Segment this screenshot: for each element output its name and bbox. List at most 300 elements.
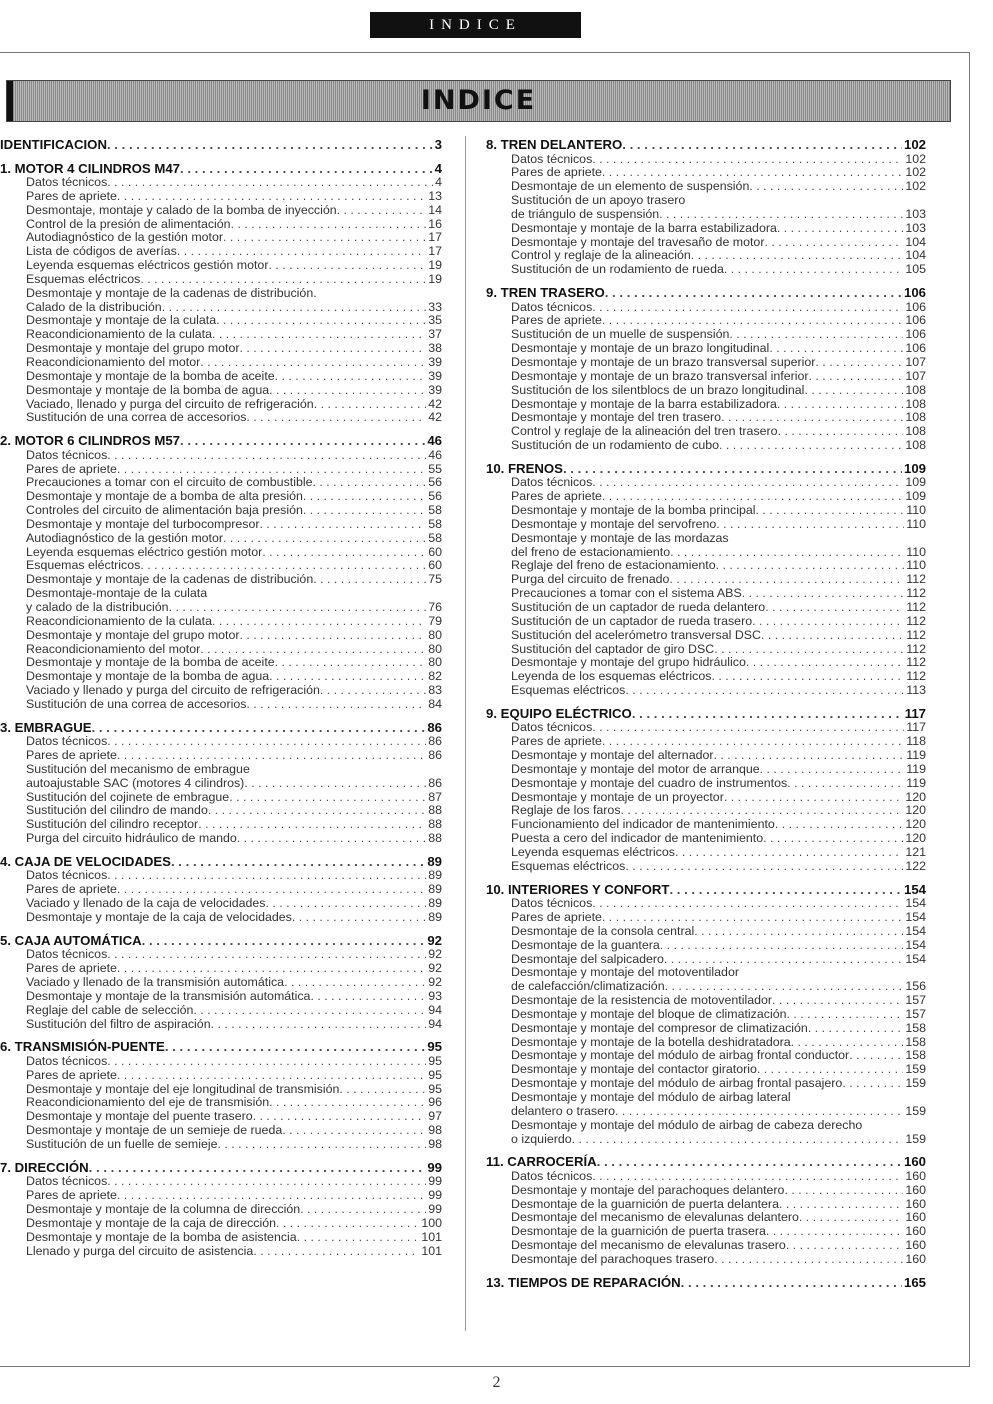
toc-entry-title: Leyenda esquemas eléctrico gestión motor xyxy=(26,544,263,559)
dot-leader xyxy=(592,301,903,315)
toc-page-number: 35 xyxy=(428,313,442,328)
toc-page-number: 94 xyxy=(428,1016,442,1031)
toc-page-number: 86 xyxy=(428,748,442,763)
toc-entry xyxy=(0,384,442,398)
toc-entry-title: Desmontaje y montaje de un brazo longitudinal xyxy=(511,341,770,356)
dot-leader xyxy=(117,190,426,204)
toc-chapter-heading xyxy=(0,433,442,449)
title-banner xyxy=(6,80,951,122)
dot-leader xyxy=(632,706,903,722)
toc-page-number: 17 xyxy=(428,244,442,259)
dot-leader xyxy=(659,208,903,222)
toc-page-number: 97 xyxy=(428,1109,442,1124)
dot-leader xyxy=(269,670,426,684)
toc-entry-title: Sustitución del filtro de aspiración xyxy=(26,1016,211,1031)
toc-page-number: 42 xyxy=(428,410,442,425)
toc-page-number: 112 xyxy=(906,613,926,628)
toc-entry xyxy=(486,384,926,398)
toc-entry xyxy=(486,490,926,504)
toc-entry-title: Desmontaje y montaje de la barra estabilizadora xyxy=(511,396,777,411)
toc-entry-text: Sustitución del mecanismo de embrague xyxy=(26,761,250,776)
dot-leader xyxy=(815,356,903,370)
dot-leader xyxy=(117,463,426,477)
toc-page-number: 98 xyxy=(428,1136,442,1151)
toc-chapter-heading xyxy=(486,1275,926,1291)
toc-entry-title: 10. FRENOS xyxy=(486,460,563,476)
dot-leader xyxy=(849,1049,903,1063)
toc-page-number: 103 xyxy=(905,206,926,221)
toc-entry-title: Esquemas eléctricos xyxy=(511,858,626,873)
toc-page-number: 119 xyxy=(906,761,926,776)
toc-entry-title: Sustitución de un muelle de suspensión xyxy=(511,327,730,342)
dot-leader xyxy=(262,546,426,560)
toc-entry xyxy=(0,573,442,587)
toc-entry-title: Pares de apriete xyxy=(511,734,602,749)
toc-page-number: 112 xyxy=(906,572,926,587)
toc-page-number: 33 xyxy=(428,299,442,314)
dot-leader xyxy=(842,1077,903,1091)
toc-entry-title: IDENTIFICACION xyxy=(0,137,107,152)
toc-entry-title: Desmontaje y montaje de la bomba de aceite xyxy=(26,655,275,670)
toc-page-number: 95 xyxy=(428,1081,442,1096)
dot-leader xyxy=(804,384,903,398)
toc-entry-title: Sustitución de un captador de rueda delantero xyxy=(511,599,766,614)
toc-entry xyxy=(0,1004,442,1018)
toc-page-number: 92 xyxy=(428,975,442,990)
toc-entry-title: Sustitución del cilindro receptor xyxy=(26,817,199,832)
toc-entry-title: Datos técnicos xyxy=(26,447,108,462)
toc-section xyxy=(486,882,926,1147)
dot-leader xyxy=(670,546,904,560)
toc-chapter-heading xyxy=(486,1154,926,1170)
toc-entry-title: Desmontaje y montaje de un proyector xyxy=(511,789,724,804)
toc-entry-title: Reglaje del freno de estacionamiento xyxy=(511,558,716,573)
dot-leader xyxy=(778,425,904,439)
toc-section xyxy=(0,854,442,925)
toc-section xyxy=(486,285,926,453)
toc-entry-title: Control de la presión de alimentación xyxy=(26,216,231,231)
dot-leader xyxy=(615,1105,903,1119)
toc-entry-title: Desmontaje y montaje de la culata xyxy=(26,313,217,328)
dot-leader xyxy=(719,439,903,453)
toc-page-number: 96 xyxy=(428,1095,442,1110)
toc-entry-text: Desmontaje y montaje del motoventilador xyxy=(511,965,739,980)
toc-entry-title: Desmontaje de la resistencia de motoventilador xyxy=(511,993,773,1008)
dot-leader xyxy=(208,804,426,818)
page-title: INDICE xyxy=(420,85,537,116)
toc-page-number: 160 xyxy=(905,1210,926,1225)
toc-entry-title: Desmontaje, montaje y calado de la bomba de inyección xyxy=(26,202,337,217)
toc-page-number: 110 xyxy=(906,503,926,518)
toc-page-number: 160 xyxy=(903,1154,926,1170)
toc-page-number: 108 xyxy=(905,438,926,453)
dot-leader xyxy=(198,818,426,832)
toc-entry xyxy=(486,328,926,342)
toc-entry xyxy=(486,1170,926,1184)
toc-entry-title: Sustitución de los silentblocs de un brazo longitudinal xyxy=(511,382,805,397)
toc-entry xyxy=(486,684,926,698)
toc-page-number: 117 xyxy=(906,720,926,735)
toc-entry-title: Datos técnicos xyxy=(26,734,108,749)
dot-leader xyxy=(791,1036,904,1050)
toc-page-number: 4 xyxy=(434,160,442,176)
toc-page-number: 39 xyxy=(428,368,442,383)
toc-entry xyxy=(0,976,442,990)
dot-leader xyxy=(218,1138,427,1152)
toc-entry-title: Desmontaje y montaje de la caja de dirección xyxy=(26,1215,277,1230)
toc-entry xyxy=(486,763,926,777)
toc-left-column xyxy=(0,137,442,1266)
toc-entry xyxy=(0,259,442,273)
toc-entry-title: Leyenda esquemas eléctricos gestión motor xyxy=(26,258,269,273)
dot-leader xyxy=(784,1184,903,1198)
toc-entry xyxy=(486,749,926,763)
toc-entry-title: Pares de apriete xyxy=(26,961,117,976)
dot-leader xyxy=(756,504,905,518)
toc-entry xyxy=(486,1077,926,1091)
dot-leader xyxy=(297,1231,420,1245)
toc-entry-title: delantero o trasero xyxy=(511,1103,616,1118)
toc-entry-title: Desmontaje y montaje del turbocompresor xyxy=(26,516,260,531)
toc-entry xyxy=(486,721,926,735)
toc-page-number: 16 xyxy=(428,216,442,231)
toc-page-number: 95 xyxy=(428,1053,442,1068)
dot-leader xyxy=(669,882,902,898)
toc-entry xyxy=(0,328,442,342)
toc-entry-title: 11. CARROCERÍA xyxy=(486,1154,597,1170)
toc-entry-title: Autodiagnóstico de la gestión motor xyxy=(26,530,223,545)
toc-page-number: 108 xyxy=(905,424,926,439)
dot-leader xyxy=(769,342,903,356)
toc-entry xyxy=(486,1253,926,1267)
toc-page-number: 101 xyxy=(421,1229,442,1244)
toc-entry xyxy=(0,883,442,897)
toc-entry xyxy=(486,980,926,994)
dot-leader xyxy=(212,615,426,629)
toc-page-number: 160 xyxy=(905,1182,926,1197)
toc-page-number: 154 xyxy=(905,937,926,952)
toc-page-number: 109 xyxy=(903,460,926,476)
toc-page-number: 80 xyxy=(428,641,442,656)
dot-leader xyxy=(622,137,902,153)
dot-leader xyxy=(107,869,426,883)
toc-page-number: 17 xyxy=(428,230,442,245)
dot-leader xyxy=(746,656,904,670)
dot-leader xyxy=(763,832,903,846)
toc-entry-title: 3. EMBRAGUE xyxy=(0,719,92,735)
toc-page-number: 112 xyxy=(906,641,926,656)
toc-entry-title: Desmontaje y montaje del travesaño de motor xyxy=(511,234,765,249)
toc-page-number: 160 xyxy=(905,1224,926,1239)
dot-leader xyxy=(107,1175,426,1189)
dot-leader xyxy=(664,953,903,967)
toc-entry xyxy=(486,1063,926,1077)
toc-page-number: 158 xyxy=(905,1048,926,1063)
toc-page-number: 104 xyxy=(905,234,926,249)
toc-page-number: 89 xyxy=(428,910,442,924)
toc-entry xyxy=(0,1055,442,1069)
dot-leader xyxy=(766,1225,903,1239)
toc-page-number: 101 xyxy=(421,1243,442,1258)
toc-entry-title: Puesta a cero del indicador de mantenimiento xyxy=(511,831,764,846)
toc-chapter-heading xyxy=(0,933,442,949)
toc-entry-title: Desmontaje y montaje de la cadenas de distribución xyxy=(26,572,314,587)
toc-entry-title: Desmontaje de la guarnición de puerta trasera xyxy=(511,1224,766,1239)
toc-entry-title: 9. EQUIPO ELÉCTRICO xyxy=(486,705,632,721)
toc-entry-title: Desmontaje y montaje de un brazo transversal inferior xyxy=(511,368,809,383)
dot-leader xyxy=(275,370,427,384)
toc-entry-title: Sustitución de una correa de accesorios xyxy=(26,696,247,711)
toc-entry xyxy=(486,222,926,236)
toc-page-number: 107 xyxy=(905,354,926,369)
toc-entry xyxy=(486,314,926,328)
toc-page-number: 104 xyxy=(905,248,926,263)
toc-entry xyxy=(486,860,926,874)
toc-entry-title: Desmontaje y montaje del grupo motor xyxy=(26,341,240,356)
toc-entry-title: 4. CAJA DE VELOCIDADES xyxy=(0,853,171,869)
toc-entry-title: Reacondicionamiento del eje de transmisión xyxy=(26,1095,270,1110)
toc-entry xyxy=(0,190,442,204)
toc-entry xyxy=(0,601,442,615)
toc-entry-title: autoajustable SAC (motores 4 cilindros) xyxy=(26,775,245,790)
toc-page-number: 154 xyxy=(905,910,926,924)
toc-page-number: 121 xyxy=(905,844,926,859)
toc-right-column xyxy=(486,137,926,1298)
toc-entry-title: Sustitución de una correa de accesorios xyxy=(26,410,247,425)
toc-entry-title: Desmontaje de un elemento de suspensión xyxy=(511,179,750,194)
toc-entry-title: Pares de apriete xyxy=(511,910,602,924)
dot-leader xyxy=(592,153,903,167)
dot-leader xyxy=(211,1018,427,1032)
dot-leader xyxy=(724,263,903,277)
toc-entry-title: del freno de estacionamiento xyxy=(511,544,671,559)
toc-entry xyxy=(0,656,442,670)
toc-entry xyxy=(486,670,926,684)
toc-entry-text: Desmontaje y montaje del módulo de airbag de cabeza derecho xyxy=(511,1117,863,1132)
toc-entry xyxy=(0,231,442,245)
toc-page-number: 80 xyxy=(428,627,442,642)
toc-entry xyxy=(0,342,442,356)
toc-entry xyxy=(0,777,442,791)
toc-entry xyxy=(486,180,926,194)
dot-leader xyxy=(223,532,426,546)
dot-leader xyxy=(602,490,903,504)
toc-page-number: 106 xyxy=(905,327,926,342)
toc-entry xyxy=(486,587,926,601)
toc-page-number: 88 xyxy=(428,803,442,818)
toc-entry xyxy=(0,832,442,846)
toc-chapter-heading xyxy=(0,854,442,870)
toc-entry-title: Pares de apriete xyxy=(511,313,602,328)
dot-leader xyxy=(775,818,904,832)
toc-page-number: 108 xyxy=(905,382,926,397)
toc-page-number: 110 xyxy=(906,516,926,531)
toc-page-number: 117 xyxy=(904,705,926,721)
toc-entry xyxy=(0,1110,442,1124)
toc-entry xyxy=(0,449,442,463)
dot-leader xyxy=(597,1154,902,1170)
dot-leader xyxy=(602,911,903,925)
toc-chapter-heading xyxy=(486,285,926,301)
toc-page-number: 98 xyxy=(428,1123,442,1138)
toc-entry-title: Controles del circuito de alimentación baja presión xyxy=(26,503,303,518)
toc-page-number: 110 xyxy=(906,544,926,559)
toc-entry xyxy=(486,370,926,384)
toc-entry-title: Vaciado y llenado de la caja de velocidades xyxy=(26,896,266,911)
toc-entry-title: Datos técnicos xyxy=(511,475,593,490)
dot-leader xyxy=(716,559,905,573)
toc-chapter-heading xyxy=(0,1039,442,1055)
toc-page-number: 102 xyxy=(905,151,926,166)
toc-page-number: 157 xyxy=(905,993,926,1008)
toc-entry xyxy=(0,546,442,560)
dot-leader xyxy=(592,476,903,490)
toc-entry-title: Datos técnicos xyxy=(26,1053,108,1068)
toc-page-number: 46 xyxy=(428,447,442,462)
toc-entry xyxy=(0,273,442,287)
dot-leader xyxy=(180,433,425,449)
toc-page-number: 110 xyxy=(906,558,926,573)
toc-entry-title: Leyenda esquemas eléctricos xyxy=(511,844,675,859)
dot-leader xyxy=(177,245,426,259)
toc-page-number: 58 xyxy=(428,516,442,531)
toc-page-number: 86 xyxy=(427,719,442,735)
toc-page-number: 99 xyxy=(428,1174,442,1189)
toc-entry-title: Pares de apriete xyxy=(26,748,117,763)
toc-page-number: 118 xyxy=(906,734,926,749)
toc-section xyxy=(0,1160,442,1259)
dot-leader xyxy=(621,804,904,818)
dot-leader xyxy=(742,587,905,601)
dot-leader xyxy=(300,1203,426,1217)
dot-leader xyxy=(276,1217,419,1231)
toc-entry-title: Desmontaje y montaje del parachoques delantero xyxy=(511,1182,785,1197)
toc-page-number: 86 xyxy=(428,775,442,790)
toc-page-number: 120 xyxy=(905,831,926,846)
dot-leader xyxy=(314,398,427,412)
toc-entry xyxy=(0,1231,442,1245)
toc-entry-title: Desmontaje y montaje de la caja de velocidades xyxy=(26,910,292,924)
toc-section xyxy=(486,1275,926,1291)
dot-leader xyxy=(711,670,904,684)
dot-leader xyxy=(320,684,426,698)
toc-entry-title: Desmontaje y montaje de la bomba de aceite xyxy=(26,368,275,383)
toc-chapter-heading xyxy=(0,161,442,177)
dot-leader xyxy=(246,698,426,712)
dot-leader xyxy=(266,897,427,911)
toc-entry-title: Datos técnicos xyxy=(511,1168,593,1183)
toc-entry xyxy=(486,342,926,356)
dot-leader xyxy=(117,1069,426,1083)
header-tab: INDICE xyxy=(370,12,581,38)
toc-entry xyxy=(486,1239,926,1253)
toc-page-number: 39 xyxy=(428,354,442,369)
toc-entry-title: Desmontaje de la guarnición de puerta delantera xyxy=(511,1196,779,1211)
toc-entry-title: 2. MOTOR 6 CILINDROS M57 xyxy=(0,433,181,449)
dot-leader xyxy=(563,461,902,477)
toc-entry-title: 13. TIEMPOS DE REPARACIÓN xyxy=(486,1274,681,1290)
dot-leader xyxy=(681,1275,902,1291)
dot-leader xyxy=(787,777,904,791)
toc-page-number: 158 xyxy=(905,1020,926,1035)
toc-page-number: 159 xyxy=(905,1103,926,1118)
toc-page-number: 120 xyxy=(905,803,926,818)
toc-page-number: 159 xyxy=(905,1076,926,1091)
toc-entry-title: Desmontaje y montaje de la columna de dirección xyxy=(26,1202,301,1216)
toc-page-number: 120 xyxy=(905,817,926,832)
dot-leader xyxy=(765,601,904,615)
toc-entry-title: 6. TRANSMISIÓN-PUENTE xyxy=(0,1039,165,1055)
toc-page-number: 42 xyxy=(428,396,442,411)
toc-entry-title: Calado de la distribución xyxy=(26,299,162,314)
toc-entry-title: Datos técnicos xyxy=(26,175,108,189)
toc-page-number: 58 xyxy=(428,503,442,518)
toc-page-number: 13 xyxy=(428,188,442,203)
toc-entry-title: Desmontaje y montaje de la barra estabilizadora xyxy=(511,220,777,235)
toc-page-number: 158 xyxy=(905,1034,926,1049)
dot-leader xyxy=(787,1008,904,1022)
toc-entry xyxy=(0,218,442,232)
toc-page-number: 95 xyxy=(428,1067,442,1082)
toc-page-number: 120 xyxy=(905,789,926,804)
toc-entry-title: Pares de apriete xyxy=(511,165,602,180)
dot-leader xyxy=(200,643,426,657)
toc-entry xyxy=(0,356,442,370)
dot-leader xyxy=(772,994,903,1008)
toc-entry xyxy=(486,791,926,805)
toc-entry-title: Desmontaje y montaje del grupo hidráulico xyxy=(511,655,746,670)
toc-entry xyxy=(0,476,442,490)
toc-page-number: 37 xyxy=(428,327,442,342)
dot-leader xyxy=(165,1039,425,1055)
toc-entry-title: Desmontaje y montaje de la botella deshidratadora xyxy=(511,1034,791,1049)
toc-entry xyxy=(0,301,442,315)
dot-leader xyxy=(92,720,426,736)
toc-entry xyxy=(0,204,442,218)
toc-entry xyxy=(486,263,926,277)
dot-leader xyxy=(714,1253,903,1267)
dot-leader xyxy=(107,735,426,749)
toc-page-number: 157 xyxy=(905,1006,926,1021)
toc-entry-title: Reacondicionamiento de la culata xyxy=(26,327,212,342)
toc-page-number: 89 xyxy=(428,896,442,911)
toc-page-number: 165 xyxy=(903,1274,926,1290)
toc-page-number: 108 xyxy=(905,396,926,411)
toc-section xyxy=(0,137,442,153)
toc-entry-title: Desmontaje y montaje de la transmisión automática xyxy=(26,988,311,1003)
dot-leader xyxy=(602,166,903,180)
toc-page-number: 102 xyxy=(905,179,926,194)
toc-entry-text: Desmontaje y montaje de la cadenas de distribución. xyxy=(26,285,317,300)
toc-page-number: 14 xyxy=(428,202,442,217)
toc-page-number: 82 xyxy=(428,669,442,684)
toc-entry xyxy=(0,518,442,532)
dot-leader xyxy=(729,328,903,342)
toc-entry-title: Sustitución del captador de giro DSC xyxy=(511,641,715,656)
toc-page-number: 103 xyxy=(905,220,926,235)
toc-entry-title: Reacondicionamiento del motor xyxy=(26,354,201,369)
dot-leader xyxy=(117,1189,426,1203)
dot-leader xyxy=(180,161,433,177)
toc-page-number: 107 xyxy=(905,368,926,383)
dot-leader xyxy=(691,249,904,263)
toc-entry-title: Desmontaje y montaje de la bomba principal xyxy=(511,503,756,518)
dot-leader xyxy=(714,643,904,657)
toc-entry-title: Precauciones a tomar con el circuito de combustible xyxy=(26,475,313,490)
toc-entry-title: Purga del circuito hidráulico de mando xyxy=(26,831,237,846)
toc-entry xyxy=(0,869,442,883)
toc-entry-title: Esquemas eléctricos xyxy=(26,271,141,286)
